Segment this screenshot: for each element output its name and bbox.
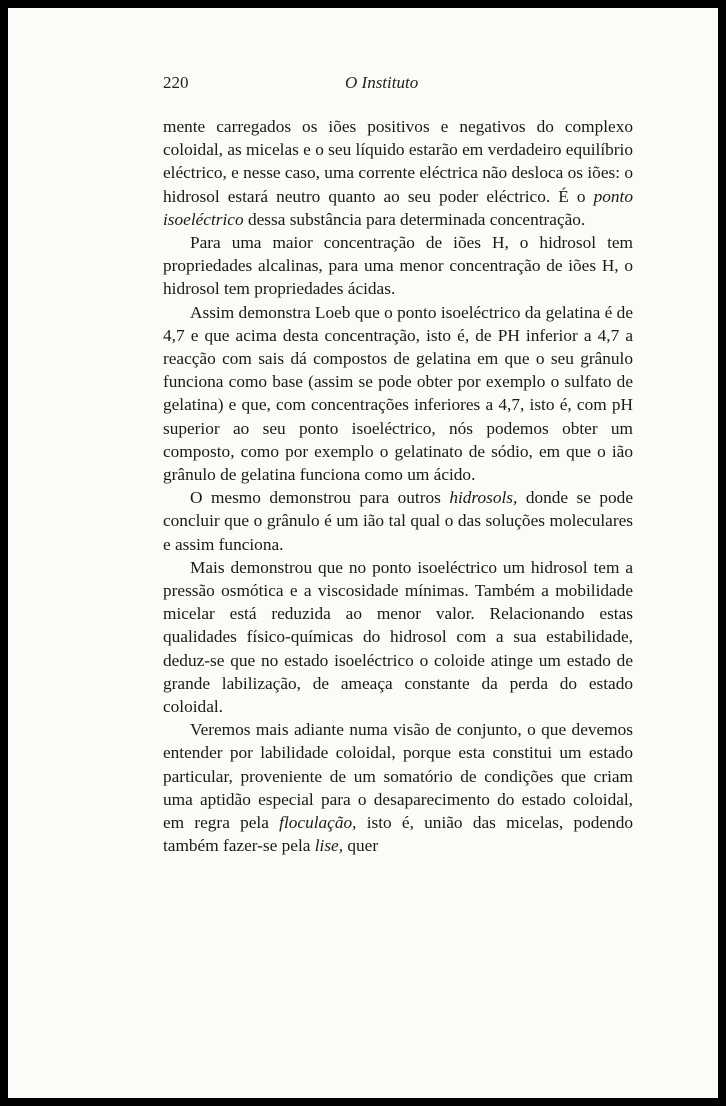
running-title: O Instituto	[345, 73, 419, 92]
paragraph	[163, 556, 633, 718]
text-segment: Assim demonstra Loeb que o ponto isoeléctrico da gelatina é de 4,7 e que acima desta concentração, isto é, de PH inferior a 4,7 a reacção com sais dá compostos de gelatina em que o seu grânulo funciona como base (assim se pode obter por exemplo o sulfato de gelatina) e que, com concentrações inferiores a 4,7, isto é, com pH superior ao seu ponto isoeléctrico, nós podemos obter um composto, como por exemplo o gelatinato de sódio, em que o ião grânulo de gelatina funciona como um ácido.	[163, 302, 633, 485]
body-text	[163, 115, 633, 858]
text-segment: isto é, união das micelas, podendo também fazer-se pela	[163, 813, 633, 856]
italic-term: lise,	[314, 836, 344, 856]
italic-term: floculação,	[279, 813, 357, 833]
page-number: 220	[163, 73, 189, 92]
paragraph	[163, 301, 633, 487]
paragraph	[163, 486, 633, 556]
text-segment: dessa substância para determinada concentração.	[243, 209, 586, 229]
text-segment: mente carregados os iões positivos e negativos do complexo coloidal, as micelas e o seu líquido estarão em verdadeiro equilíbrio eléctrico, e nesse caso, uma corrente eléctrica não desloca os iões: o hidrosol estará neutro quanto ao seu poder eléctrico. É o	[163, 117, 633, 206]
paragraph	[163, 718, 633, 857]
text-segment: Veremos mais adiante numa visão de conjunto, o que devemos entender por labilidade coloidal, porque esta constitui um estado particular, proveniente de um somatório de condições que criam uma aptidão especial para o desaparecimento do estado coloidal, em regra pela	[163, 720, 633, 833]
document-page	[8, 8, 718, 1098]
paragraph	[163, 115, 633, 231]
page-header	[163, 73, 633, 97]
paragraph	[163, 231, 633, 301]
text-segment: Mais demonstrou que no ponto isoeléctrico um hidrosol tem a pressão osmótica e a viscosidade mínimas. Também a mobilidade micelar está reduzida ao menor valor. Relacionando estas qualidades físico-químicas do hidrosol com a sua estabilidade, deduz-se que no estado isoeléctrico o coloide atinge um estado de grande labilização, de ameaça constante da perda do estado coloidal.	[163, 557, 633, 717]
text-segment: donde se pode concluir que o grânulo é um ião tal qual o das soluções moleculares e assim funciona.	[163, 488, 633, 554]
text-segment: quer	[343, 836, 379, 856]
italic-term: ponto isoeléctrico	[163, 186, 633, 229]
text-segment: Para uma maior concentração de iões H, o hidrosol tem propriedades alcalinas, para uma menor concentração de iões H, o hidrosol tem propriedades ácidas.	[163, 233, 633, 299]
italic-term: hidrosols,	[449, 488, 518, 508]
text-segment: O mesmo demonstrou para outros	[190, 488, 450, 508]
